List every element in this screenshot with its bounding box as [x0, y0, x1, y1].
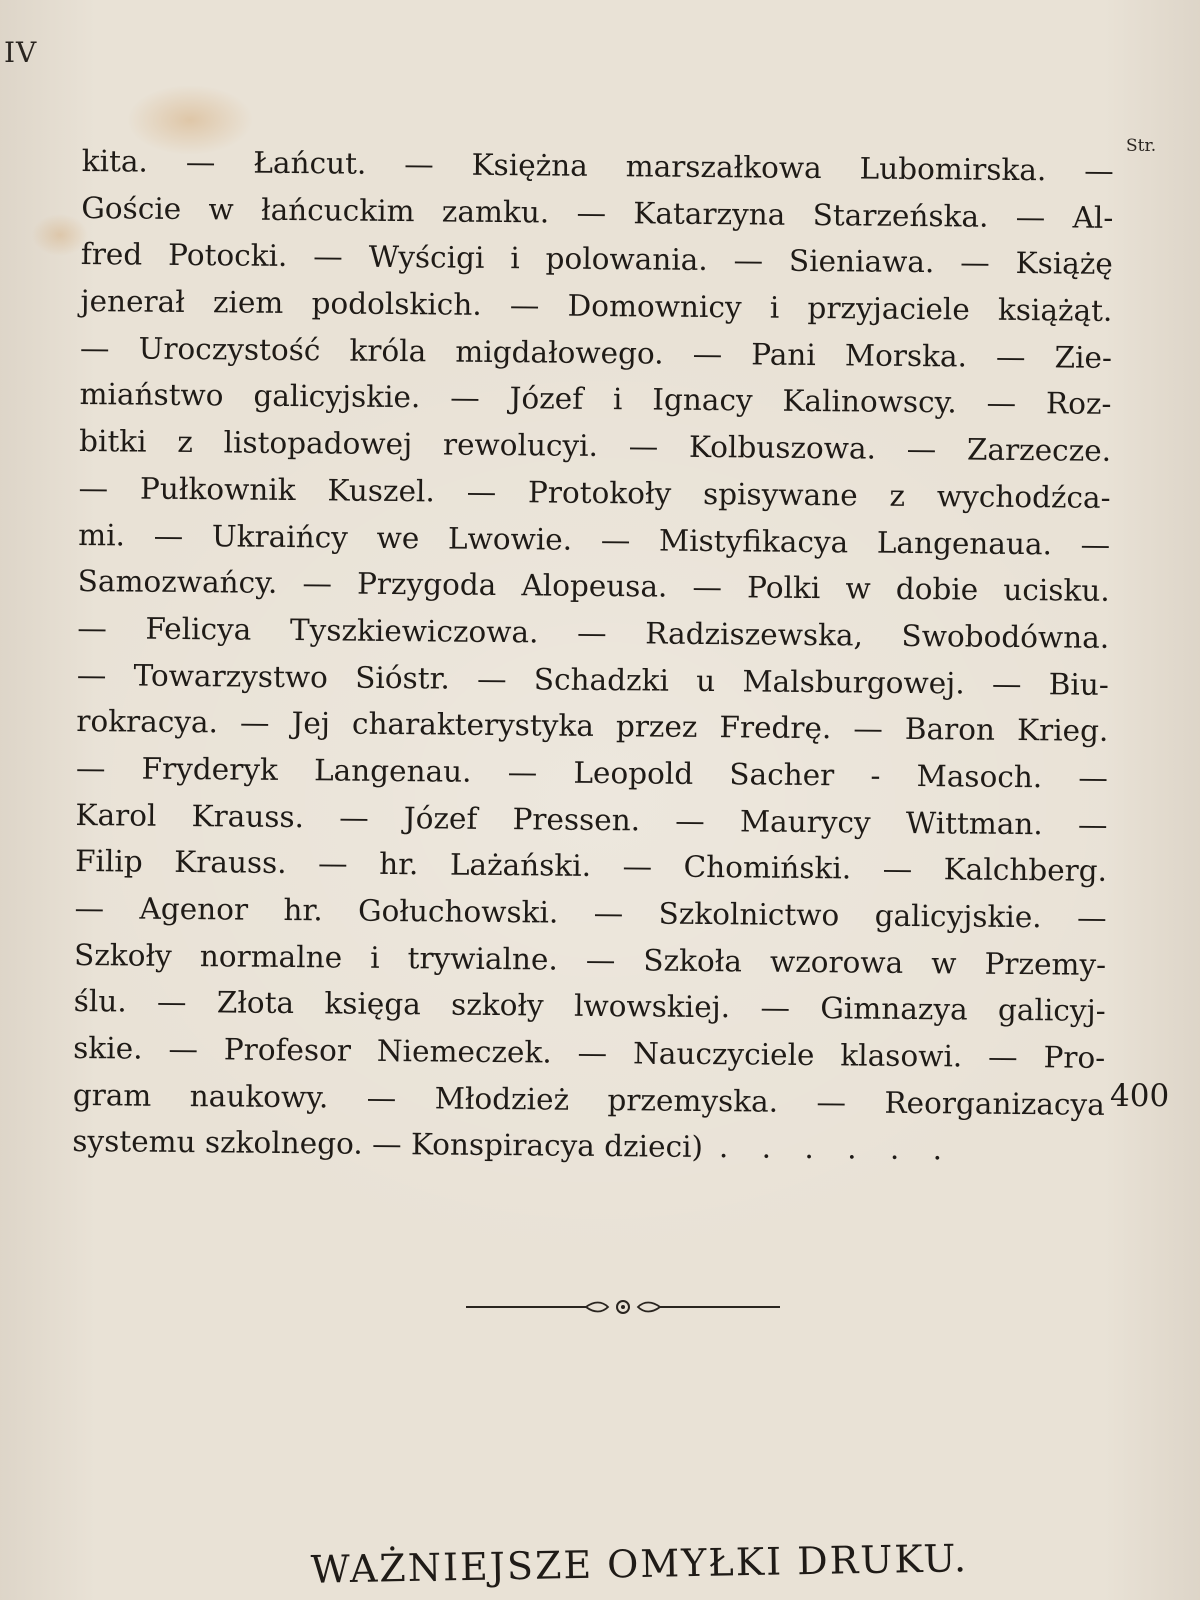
- entry-line: Szkoły normalne i trywialne. — Szkoła wzorowa w Przemy-: [73, 937, 1107, 982]
- entry-line: — Towarzystwo Sióstr. — Schadzki u Malsburgowej. — Biu-: [76, 657, 1109, 702]
- entry-line: bitki z listopadowej rewolucyi. — Kolbuszowa. — Zarzecze.: [78, 424, 1112, 469]
- entry-line: — Agenor hr. Gołuchowski. — Szkolnictwo galicyjskie. —: [74, 890, 1107, 935]
- entry-line: ślu. — Złota księga szkoły lwowskiej. — Gimnazya galicyj-: [73, 984, 1106, 1029]
- entry-line: rokracya. — Jej charakterystyka przez Fredrę. — Baron Krieg.: [76, 704, 1109, 749]
- entry-line: Samozwańcy. — Przygoda Alopeusa. — Polki w dobie ucisku.: [77, 564, 1110, 609]
- leader-dots: . . . . . .: [718, 1130, 955, 1167]
- entry-line: miaństwo galicyjskie. — Józef i Ignacy Kalinowscy. — Roz-: [79, 377, 1112, 422]
- entry-line: Karol Krauss. — Józef Pressen. — Maurycy Wittman. —: [75, 797, 1108, 842]
- ornament-center-dot: [621, 1305, 625, 1309]
- ornament-swirl-left: [586, 1303, 608, 1312]
- entry-line: jenerał ziem podolskich. — Domownicy i przyjaciele książąt.: [80, 284, 1113, 328]
- ornament-swirl-right: [638, 1303, 660, 1312]
- page-reference: 400: [1110, 1078, 1170, 1114]
- column-header-str: Str.: [1126, 136, 1157, 156]
- entry-line: Goście w łańcuckim zamku. — Katarzyna Starzeńska. — Al-: [81, 190, 1114, 235]
- entry-line: — Felicya Tyszkiewiczowa. — Radziszewska, Swobodówna.: [77, 610, 1110, 655]
- entry-line: skie. — Profesor Niemeczek. — Nauczyciele klasowi. — Pro-: [73, 1031, 1106, 1075]
- ornament-divider: [466, 1292, 780, 1322]
- entry-line-last: [72, 1118, 1104, 1175]
- entry-line: — Fryderyk Langenau. — Leopold Sacher - Masoch. —: [75, 750, 1109, 795]
- entry-line: gram naukowy. — Młodzież przemyska. — Reorganizacya: [72, 1077, 1105, 1122]
- entry-line: fred Potocki. — Wyścigi i polowania. — Sieniawa. — Książę: [80, 237, 1113, 282]
- entry-line: Filip Krauss. — hr. Lażański. — Chomiński. — Kalchberg.: [74, 844, 1108, 889]
- table-of-contents-entry: [72, 138, 1114, 1175]
- entry-line: mi. — Ukraińcy we Lwowie. — Mistyfikacya Langenaua. —: [78, 517, 1111, 562]
- entry-last-text: systemu szkolnego. — Konspiracya dzieci): [72, 1124, 704, 1165]
- entry-line: — Uroczystość króla migdałowego. — Pani Morska. — Zie-: [79, 330, 1113, 375]
- entry-line: — Pułkownik Kuszel. — Protokoły spisywane z wychodźca-: [78, 470, 1111, 515]
- errata-heading: WAŻNIEJSZE OMYŁKI DRUKU.: [310, 1536, 969, 1592]
- page-number: IV: [4, 36, 38, 69]
- entry-line: kita. — Łańcut. — Księżna marszałkowa Lubomirska. —: [81, 143, 1114, 188]
